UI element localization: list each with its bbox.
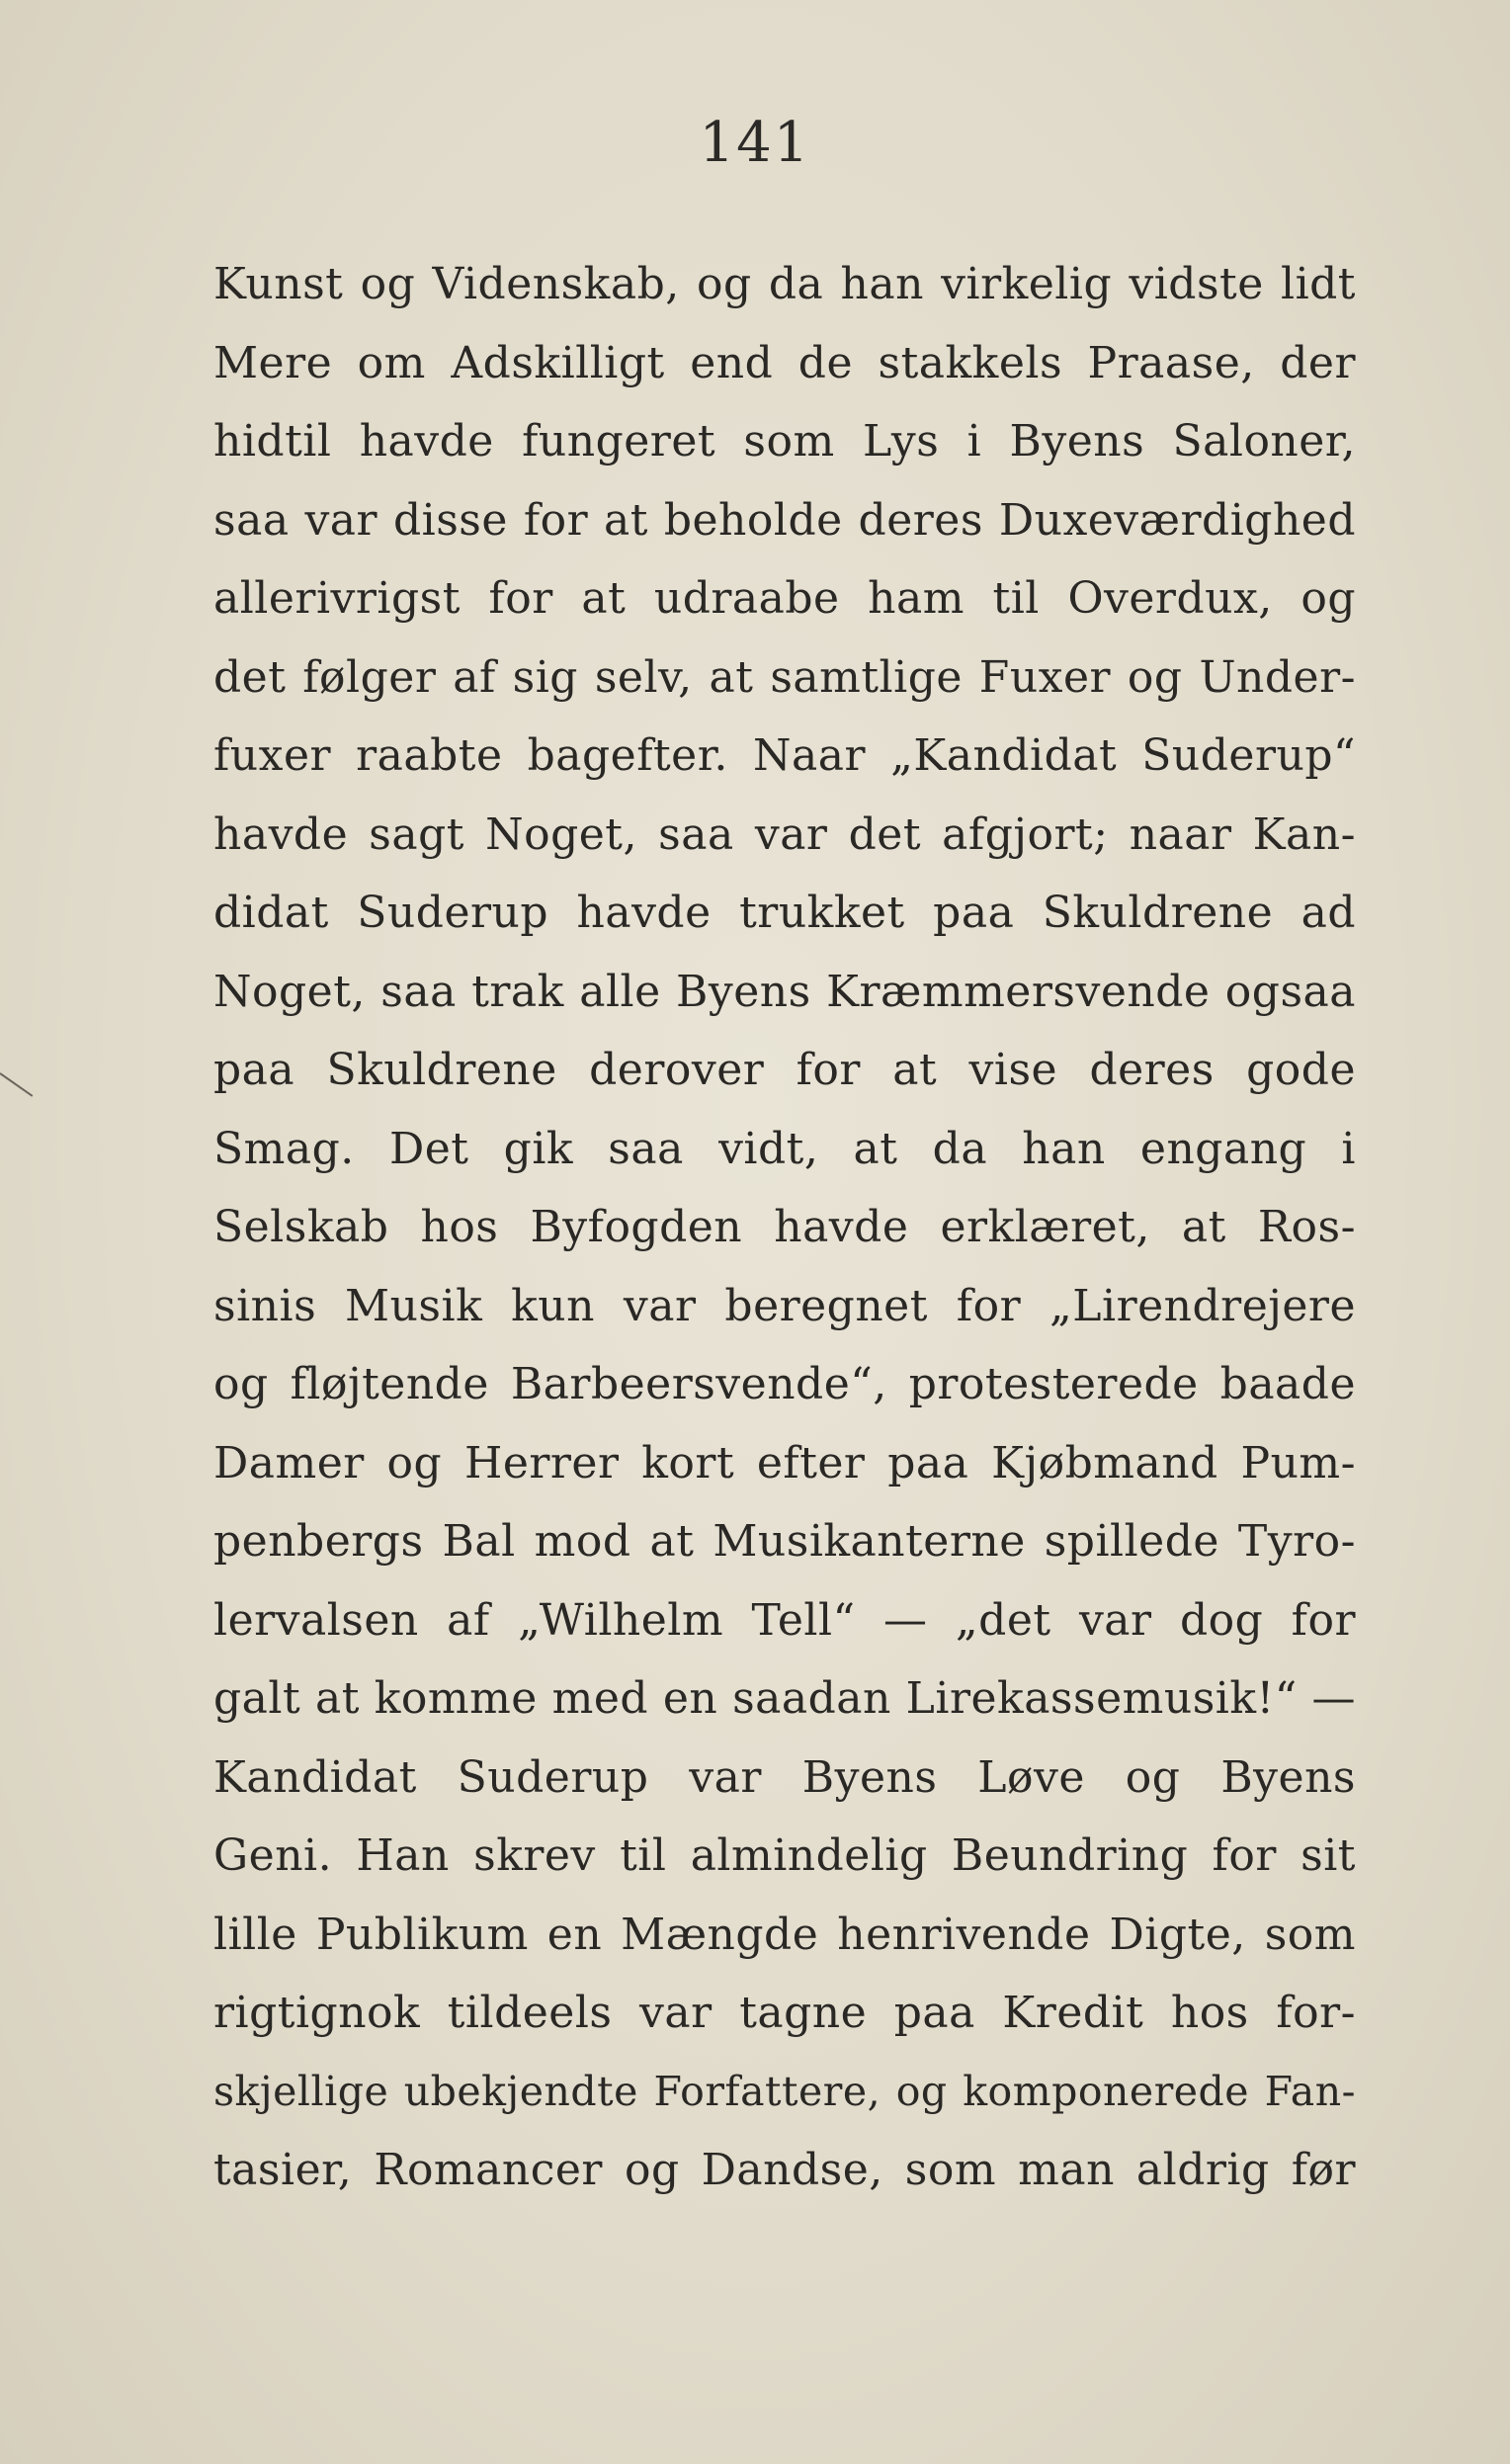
text-line: hidtil havde fungeret som Lys i Byens Saloner, (213, 416, 1356, 467)
text-line: tasier, Romancer og Dandse, som man aldrig før (213, 2145, 1356, 2195)
text-line: Mere om Adskilligt end de stakkels Praase, der (213, 337, 1356, 388)
body-text (213, 245, 1356, 2210)
text-line: galt at komme med en saadan Lirekassemusik!“ — (213, 1673, 1356, 1724)
text-line: Geni. Han skrev til almindelig Beundring for sit (213, 1830, 1356, 1881)
text-line: Damer og Herrer kort efter paa Kjøbmand Pum- (213, 1437, 1356, 1488)
text-line: Smag. Det gik saa vidt, at da han engang i (213, 1123, 1356, 1174)
text-line: havde sagt Noget, saa var det afgjort; naar Kan- (213, 808, 1356, 860)
text-line: det følger af sig selv, at samtlige Fuxer og Under- (213, 651, 1356, 703)
text-line: Kandidat Suderup var Byens Løve og Byens (213, 1751, 1356, 1803)
page-number: 141 (699, 111, 811, 175)
text-line: Noget, saa trak alle Byens Kræmmersvende ogsaa (213, 966, 1356, 1017)
text-line: paa Skuldrene derover for at vise deres gode (213, 1045, 1356, 1095)
text-line: Selskab hos Byfogden havde erklæret, at Ros- (213, 1202, 1356, 1252)
text-line: lervalsen af „Wilhelm Tell“ — „det var dog for (213, 1594, 1356, 1646)
text-line: Kunst og Videnskab, og da han virkelig vidste lidt (213, 259, 1356, 309)
text-line: didat Suderup havde trukket paa Skuldrene ad (213, 888, 1356, 938)
text-line: fuxer raabte bagefter. Naar „Kandidat Suderup“ (213, 730, 1356, 781)
text-line: sinis Musik kun var beregnet for „Lirendrejere (213, 1280, 1356, 1331)
text-line: skjellige ubekjendte Forfattere, og komponerede Fan- (213, 2067, 1356, 2115)
text-line: og fløjtende Barbeersvende“, protesterede baade (213, 1359, 1356, 1409)
text-line: rigtignok tildeels var tagne paa Kredit hos for- (213, 1988, 1356, 2038)
margin-mark (0, 1072, 33, 1097)
text-line: allerivrigst for at udraabe ham til Overdux, og (213, 573, 1356, 624)
text-line: penbergs Bal mod at Musikanterne spillede Tyro- (213, 1516, 1356, 1567)
text-line: lille Publikum en Mængde henrivende Digte, som (213, 1909, 1356, 1960)
text-line: saa var disse for at beholde deres Duxeværdighed (213, 494, 1356, 546)
